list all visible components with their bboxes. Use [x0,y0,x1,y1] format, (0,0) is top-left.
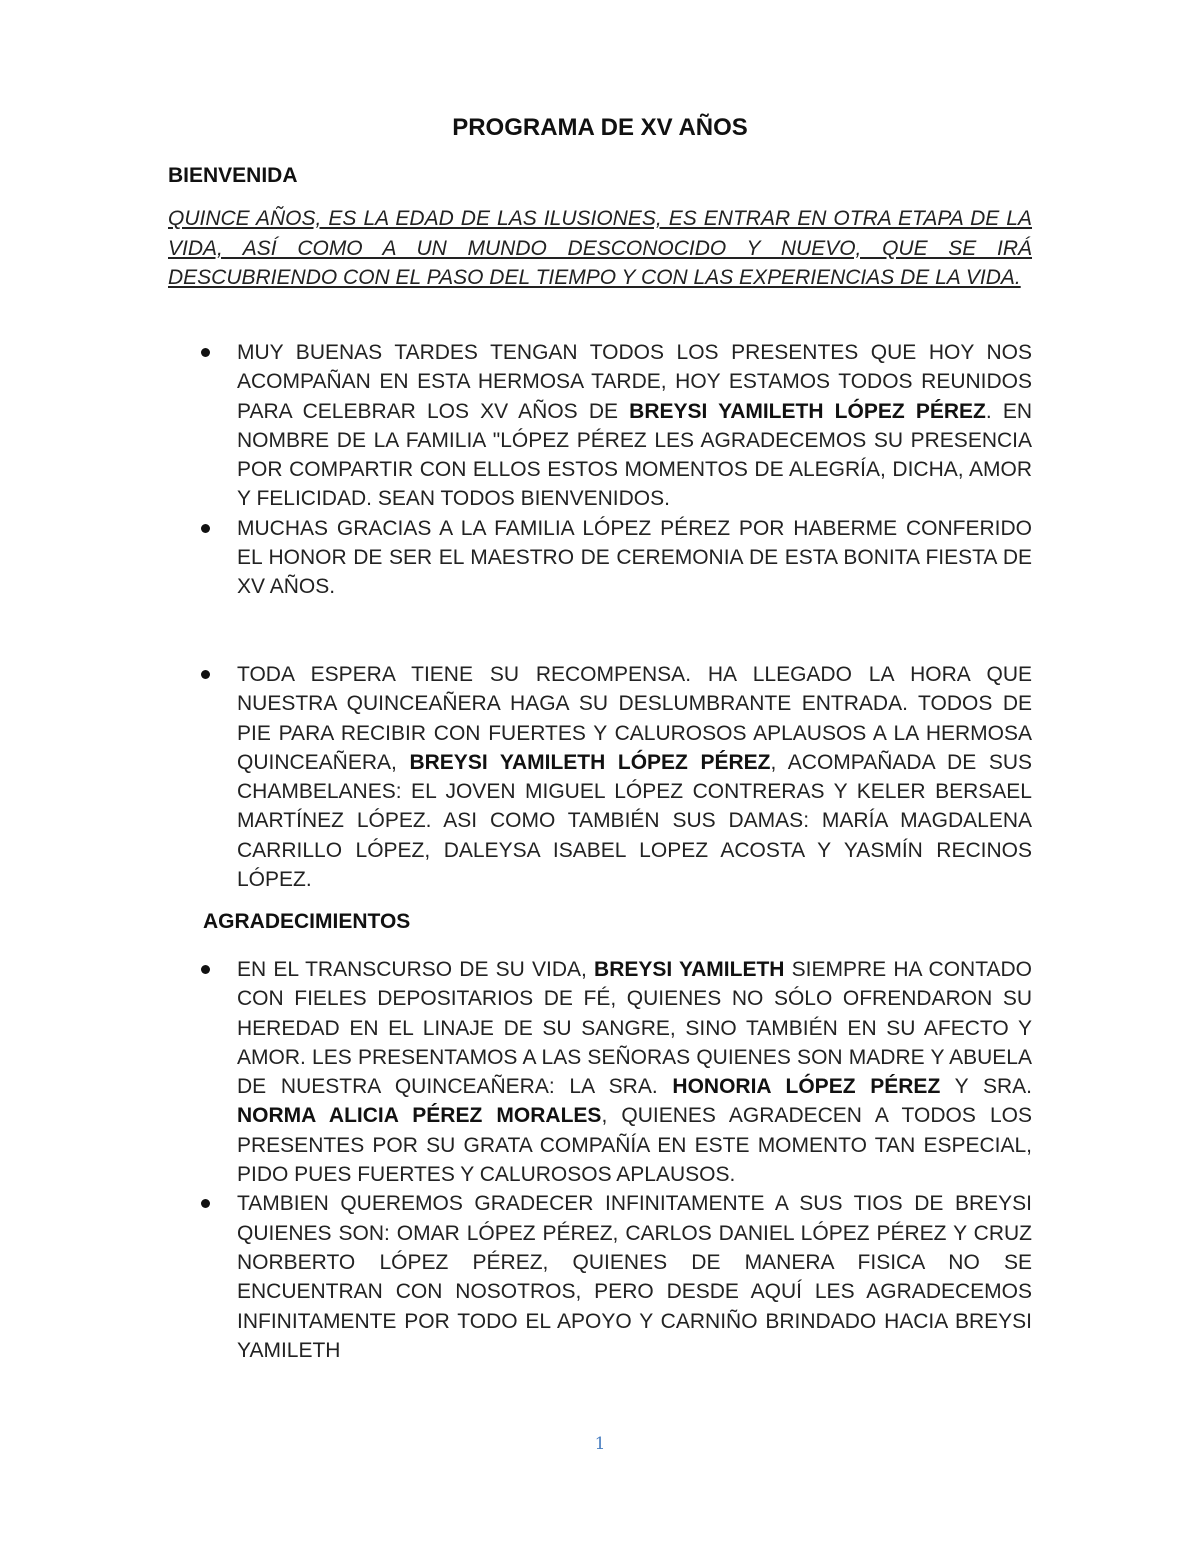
item-text: . EN NOMBRE DE LA FAMILIA "LÓPEZ PÉREZ LES AGRADECEMOS SU PRESENCIA POR COMPARTIR CON ELLOS ESTOS MOMENTOS DE ALEGRÍA, DICHA, AMOR Y FELICIDAD. SEAN TODOS BIENVENIDOS. [237,399,1033,511]
section-heading-bienvenida: BIENVENIDA [168,164,298,187]
list-item [0,660,1032,894]
bullet-icon [201,670,210,679]
document-title: PROGRAMA DE XV AÑOS [452,114,748,141]
item-text: MUCHAS GRACIAS A LA FAMILIA LÓPEZ PÉREZ POR HABERME CONFERIDO EL HONOR DE SER EL MAESTRO DE CEREMONIA DE ESTA BONITA FIESTA DE XV AÑOS. [237,516,1032,599]
bullet-icon [201,1199,210,1208]
bienvenida-list-continued [0,660,1200,894]
item-bold-name: BREYSI YAMILETH LÓPEZ PÉREZ [409,750,771,774]
page-number: 1 [594,1434,606,1454]
item-text: TAMBIEN QUEREMOS GRADECER INFINITAMENTE A SUS TIOS DE BREYSI QUIENES SON: OMAR LÓPEZ PÉREZ, CARLOS DANIEL LÓPEZ PÉREZ Y CRUZ NORBERTO LÓPEZ PÉREZ, QUIENES DE MANERA FISICA NO SE ENCUENTRAN CON NOSOTROS, PERO DESDE AQUÍ LES AGRADECEMOS INFINITAMENTE POR TODO EL APOYO Y CARNIÑO BRINDADO HACIA BREYSI YAMILETH [237,1192,1032,1362]
item-bold-name: NORMA ALICIA PÉREZ MORALES [237,1104,602,1128]
bullet-icon [201,965,210,974]
item-bold-name: BREYSI YAMILETH LÓPEZ PÉREZ [629,399,986,423]
item-text: SIEMPRE HA CONTADO CON FIELES DEPOSITARIOS DE FÉ, QUIENES NO SÓLO OFRENDARON SU HEREDAD EN EL LINAJE DE SU SANGRE, SINO TAMBIÉN EN SU AFECTO Y AMOR. LES PRESENTAMOS A LAS SEÑORAS QUIENES SON MADRE Y ABUELA DE NUESTRA QUINCEAÑERA: LA SRA. [237,958,1032,1099]
list-item [0,955,1032,1189]
bullet-icon [201,348,210,357]
item-bold-name: HONORIA LÓPEZ PÉREZ [672,1075,941,1099]
item-bold-name: BREYSI YAMILETH [594,958,785,981]
item-text: TODA ESPERA TIENE SU RECOMPENSA. HA LLEGADO LA HORA QUE NUESTRA QUINCEAÑERA HAGA SU DESLUMBRANTE ENTRADA. TODOS DE PIE PARA RECIBIR CON FUERTES Y CALUROSOS APLAUSOS A LA HERMOSA QUINCEAÑERA, [237,663,1032,774]
item-text: , ACOMPAÑADA DE SUS CHAMBELANES: EL JOVEN MIGUEL LÓPEZ CONTRERAS Y KELER BERSAEL MARTÍNEZ LÓPEZ. ASI COMO TAMBIÉN SUS DAMAS: MARÍA MAGDALENA CARRILLO LÓPEZ, DALEYSA ISABEL LOPEZ ACOSTA Y YASMÍN RECINOS LÓPEZ. [237,750,1032,892]
intro-paragraph: QUINCE AÑOS, ES LA EDAD DE LAS ILUSIONES, ES ENTRAR EN OTRA ETAPA DE LA VIDA, ASÍ COMO A UN MUNDO DESCONOCIDO Y NUEVO, QUE SE IRÁ DESCUBRIENDO CON EL PASO DEL TIEMPO Y CON LAS EXPERIENCIAS DE LA VIDA. [168,207,1032,289]
item-text: MUY BUENAS TARDES TENGAN TODOS LOS PRESENTES QUE HOY NOS ACOMPAÑAN EN ESTA HERMOSA TARDE, HOY ESTAMOS TODOS REUNIDOS PARA CELEBRAR LOS XV AÑOS DE [237,341,1032,423]
bullet-icon [201,524,210,533]
bienvenida-list [0,338,1200,602]
list-item [0,338,1032,514]
section-heading-agradecimientos: AGRADECIMIENTOS [203,910,411,933]
list-item [0,514,1032,602]
list-item [0,1189,1032,1365]
item-text: EN EL TRANSCURSO DE SU VIDA, [237,958,595,981]
agradecimientos-list [0,955,1200,1365]
item-text: Y SRA. [940,1075,1033,1099]
item-text: , QUIENES AGRADECEN A TODOS LOS PRESENTES POR SU GRATA COMPAÑÍA EN ESTE MOMENTO TAN ESPECIAL, PIDO PUES FUERTES Y CALUROSOS APLAUSOS. [237,1104,1033,1187]
